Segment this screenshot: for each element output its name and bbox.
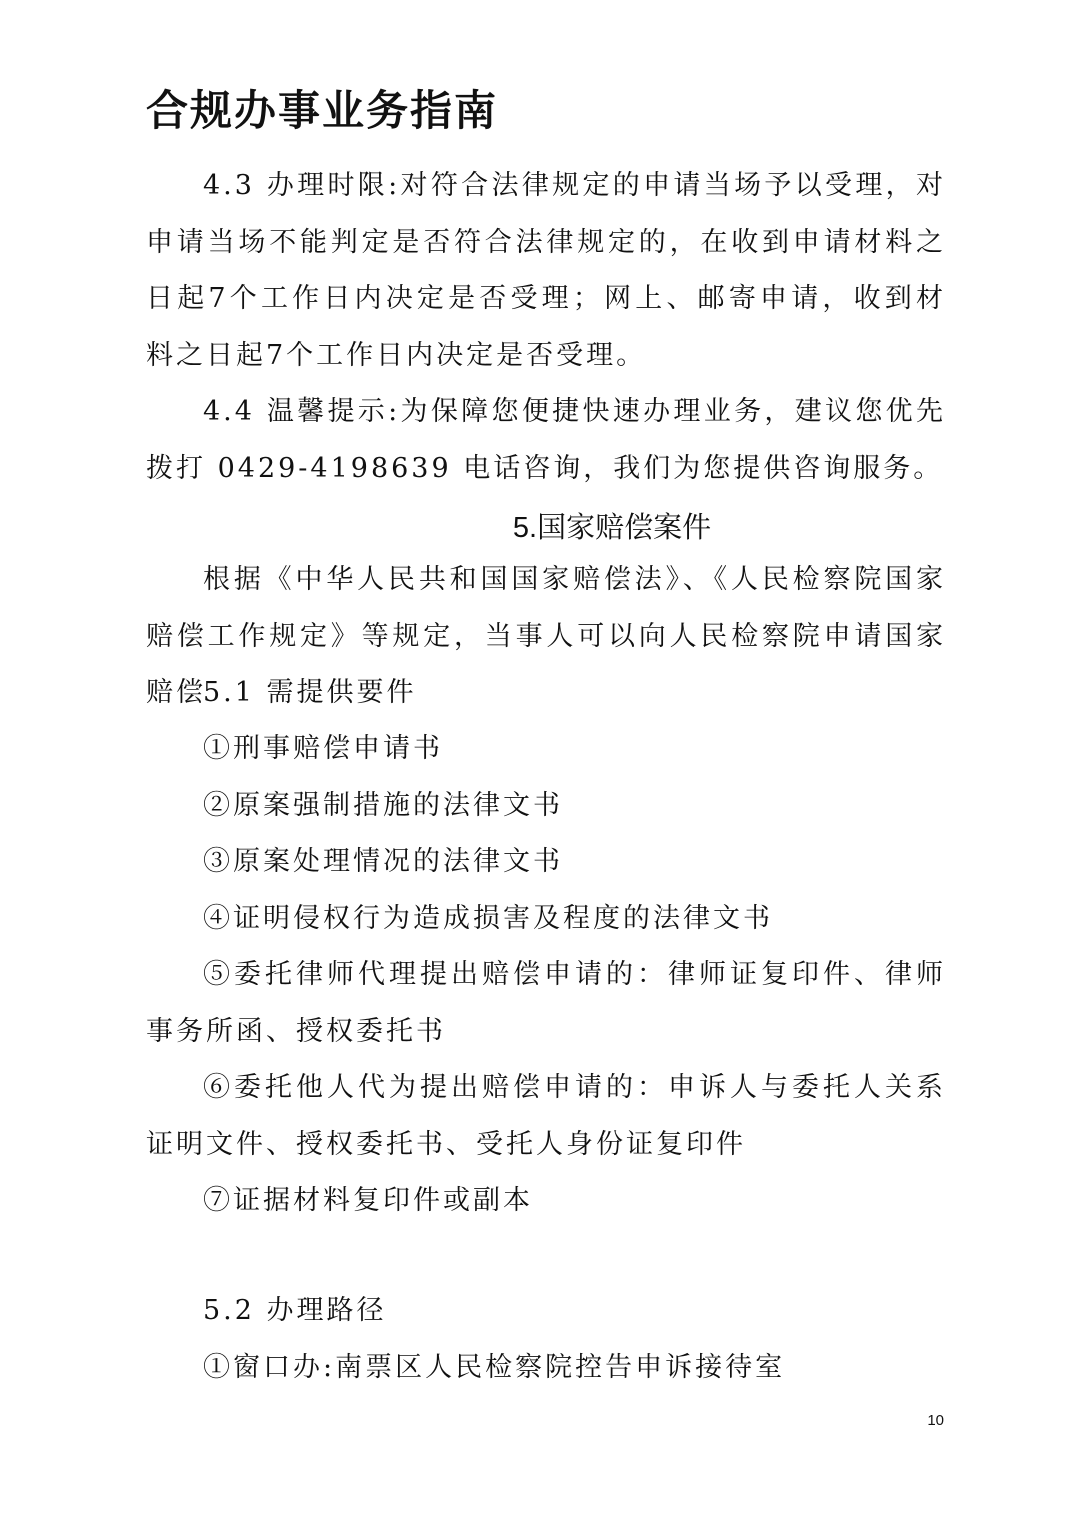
page-number: 10 xyxy=(927,1412,944,1429)
list-item: ⑥委托他人代为提出赔偿申请的：申诉人与委托人关系证明文件、授权委托书、受托人身份证复印件 xyxy=(146,1072,946,1160)
list-item: ⑤委托律师代理提出赔偿申请的：律师证复印件、律师事务所函、授权委托书 xyxy=(146,959,946,1047)
page-header-title: 合规办事业务指南 xyxy=(146,86,499,135)
paragraph-4-3-time-limit: 4.3 办理时限:对符合法律规定的申请当场予以受理，对申请当场不能判定是否符合法律规定的，在收到申请材料之日起7个工作日内决定是否受理；网上、邮寄申请，收到材料之日起7个工作日内决定是否受理。 xyxy=(146,170,946,371)
subsection-5-2-title: 5.2 办理路径 xyxy=(203,1295,387,1326)
section-5-intro: 根据《中华人民共和国国家赔偿法》、《人民检察院国家赔偿工作规定》等规定，当事人可以向人民检察院申请国家赔偿 xyxy=(146,564,946,708)
list-item: ①窗口办:南票区人民检察院控告申诉接待室 xyxy=(203,1352,786,1383)
section-5-heading: 5.国家赔偿案件 xyxy=(512,512,712,544)
list-item: ⑦证据材料复印件或副本 xyxy=(203,1185,533,1216)
list-item: ①刑事赔偿申请书 xyxy=(203,733,443,764)
subsection-5-1-title: 5.1 需提供要件 xyxy=(203,677,417,708)
paragraph-4-4-reminder: 4.4 温馨提示:为保障您便捷快速办理业务，建议您优先拨打 0429-4198639 电话咨询，我们为您提供咨询服务。 xyxy=(146,396,946,484)
list-item: ④证明侵权行为造成损害及程度的法律文书 xyxy=(203,903,773,934)
list-item: ③原案处理情况的法律文书 xyxy=(203,846,563,877)
list-item: ②原案强制措施的法律文书 xyxy=(203,790,563,821)
